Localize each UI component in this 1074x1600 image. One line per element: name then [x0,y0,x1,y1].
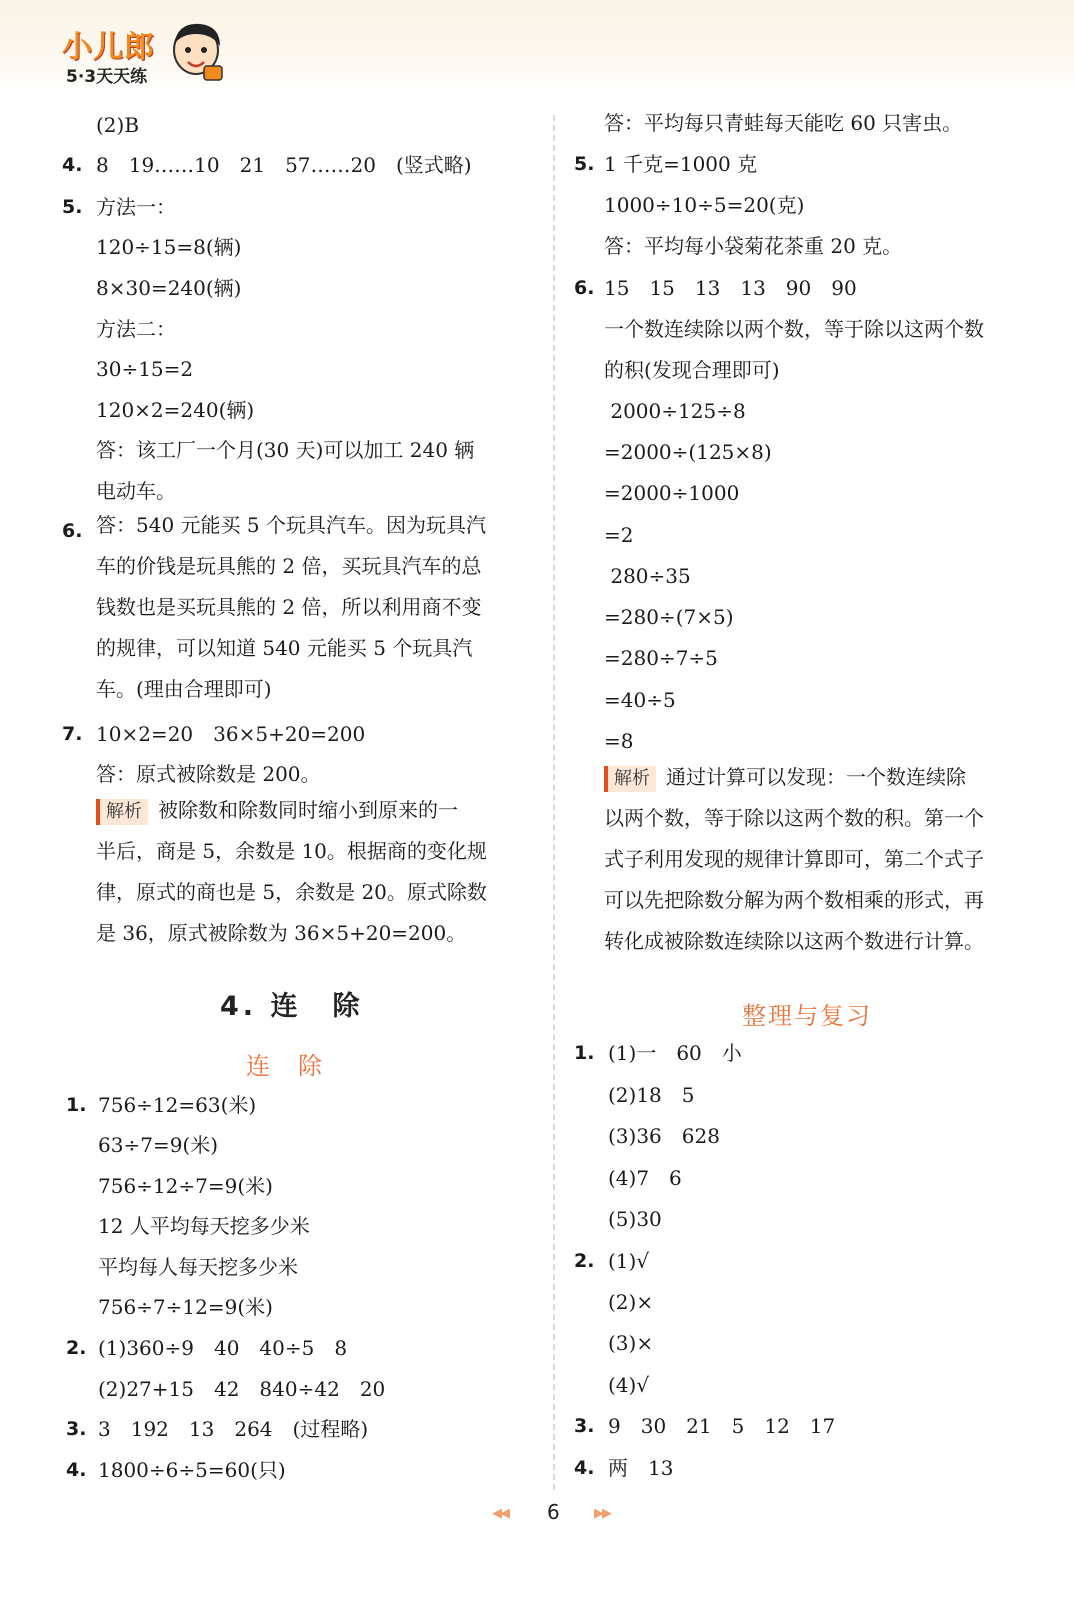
publisher-logo [58,20,228,90]
answer-line: (4)7 6 [608,1166,682,1190]
answer-line: 10×2=20 36×5+20=200 [96,722,366,746]
section-title: 4. 连 除 [220,991,364,1022]
column-divider [553,115,555,1490]
page-number: 6 [547,1500,560,1524]
question-number: 4. [62,154,83,176]
answer-line: 1800÷6÷5=60(只) [98,1458,286,1482]
answer-line: 756÷12÷7=9(米) [98,1174,273,1198]
answer-line: 15 15 13 13 90 90 [604,276,857,300]
prev-arrows-icon: ◀◀ [492,1506,508,1521]
answer-line: 答：平均每小袋菊花茶重 20 克。 [604,234,903,258]
answer-line: 8 19……10 21 57……20 (竖式略) [96,153,472,177]
question-number: 1. [66,1094,87,1116]
analysis-paragraph [604,757,1048,962]
question-number: 3. [66,1418,87,1440]
analysis-tag: 解析 [604,766,656,792]
answer-line: 答：原式被除数是 200。 [96,762,321,786]
answer-line: 1 千克=1000 克 [604,152,758,176]
analysis-paragraph [96,790,536,954]
calc-line: =2 [604,523,634,547]
paragraph-line: 转化成被除数连续除以这两个数进行计算。 [604,929,984,953]
question-number: 3. [574,1415,595,1437]
answer-line: 12 人平均每天挖多少米 [98,1214,310,1238]
answer-line: 电动车。 [96,479,176,503]
paragraph-line: 半后，商是 5，余数是 10。根据商的变化规 [96,839,487,863]
calc-line: =280÷7÷5 [604,646,718,670]
question-number: 7. [62,723,83,745]
answer-line: 120×2=240(辆) [96,398,255,422]
answer-line: 答：该工厂一个月(30 天)可以加工 240 辆 [96,438,475,462]
calc-line: 2000÷125÷8 [604,399,746,423]
question-number: 4. [574,1457,595,1479]
answer-line: 756÷7÷12=9(米) [98,1295,273,1319]
answer-line: 3 192 13 264 (过程略) [98,1417,369,1441]
answer-line: 9 30 21 5 12 17 [608,1414,836,1438]
answer-line: (2)18 5 [608,1083,695,1107]
calc-line: =280÷(7×5) [604,605,734,629]
paragraph-line: 通过计算可以发现：一个数连续除 [666,765,966,789]
calc-line: =2000÷(125×8) [604,440,772,464]
paragraph-line: 可以先把除数分解为两个数相乘的形式，再 [604,888,984,912]
paragraph-line: 式子利用发现的规律计算即可，第二个式子 [604,847,984,871]
mascot-boy-icon [166,20,228,86]
answer-line: 30÷15=2 [96,357,194,381]
paragraph-line: 被除数和除数同时缩小到原来的一 [158,798,458,822]
paragraph-line: 答：540 元能买 5 个玩具汽车。因为玩具汽 [96,513,486,537]
answer-line: 120÷15=8(辆) [96,235,242,259]
logo-subtitle: 5·3天天练 [66,67,148,87]
answer-line: 1000÷10÷5=20(克) [604,193,805,217]
answer-line: (3)36 628 [608,1124,720,1148]
calc-line: =2000÷1000 [604,481,740,505]
answer-line: 一个数连续除以两个数，等于除以这两个数 [604,317,984,341]
answer-line: 方法一： [96,195,176,219]
question-number: 4. [66,1459,87,1481]
paragraph-line: 律，原式的商也是 5，余数是 20。原式除数 [96,880,487,904]
review-section-title: 整理与复习 [742,1002,872,1030]
answer-line: (2)× [608,1290,654,1314]
answer-line: 63÷7=9(米) [98,1133,219,1157]
question-number: 6. [62,520,83,542]
next-arrows-icon: ▶▶ [594,1506,610,1521]
answer-line: (4)√ [608,1373,650,1397]
answer-line: 答：平均每只青蛙每天能吃 60 只害虫。 [604,111,963,135]
answer-line: 平均每人每天挖多少米 [98,1255,298,1279]
answer-line: 方法二： [96,317,176,341]
question-number: 6. [574,277,595,299]
answer-line: 756÷12=63(米) [98,1093,257,1117]
calc-line: =40÷5 [604,688,676,712]
answer-line: (5)30 [608,1207,662,1231]
paragraph-line: 车的价钱是玩具熊的 2 倍，买玩具汽车的总 [96,554,482,578]
question-number: 1. [574,1042,595,1064]
question-number: 2. [66,1337,87,1359]
calc-line: =8 [604,729,634,753]
answer-line: (1)一 60 小 [608,1041,742,1065]
paragraph-line: 钱数也是买玩具熊的 2 倍，所以利用商不变 [96,595,482,619]
answer-line: (2)B [96,113,140,137]
answer-line: (3)× [608,1331,654,1355]
question-number: 5. [62,196,83,218]
answer-line: 两 13 [608,1456,674,1480]
calc-line: 280÷35 [604,564,691,588]
answer-line: 8×30=240(辆) [96,276,242,300]
analysis-tag: 解析 [96,799,148,825]
logo-title: 小儿郎 [62,30,155,65]
answer-line: (2)27+15 42 840÷42 20 [98,1377,386,1401]
subsection-title: 连 除 [246,1052,324,1080]
answer-line: (1)√ [608,1249,650,1273]
paragraph-line: 车。(理由合理即可) [96,677,272,701]
answer-paragraph [96,505,536,710]
answer-line: (1)360÷9 40 40÷5 8 [98,1336,348,1360]
page-footer [0,1498,1074,1538]
paragraph-line: 的规律，可以知道 540 元能买 5 个玩具汽 [96,636,473,660]
paragraph-line: 是 36，原式被除数为 36×5+20=200。 [96,921,467,945]
question-number: 5. [574,153,595,175]
paragraph-line: 以两个数，等于除以这两个数的积。第一个 [604,806,984,830]
answer-line: 的积(发现合理即可) [604,358,780,382]
question-number: 2. [574,1250,595,1272]
